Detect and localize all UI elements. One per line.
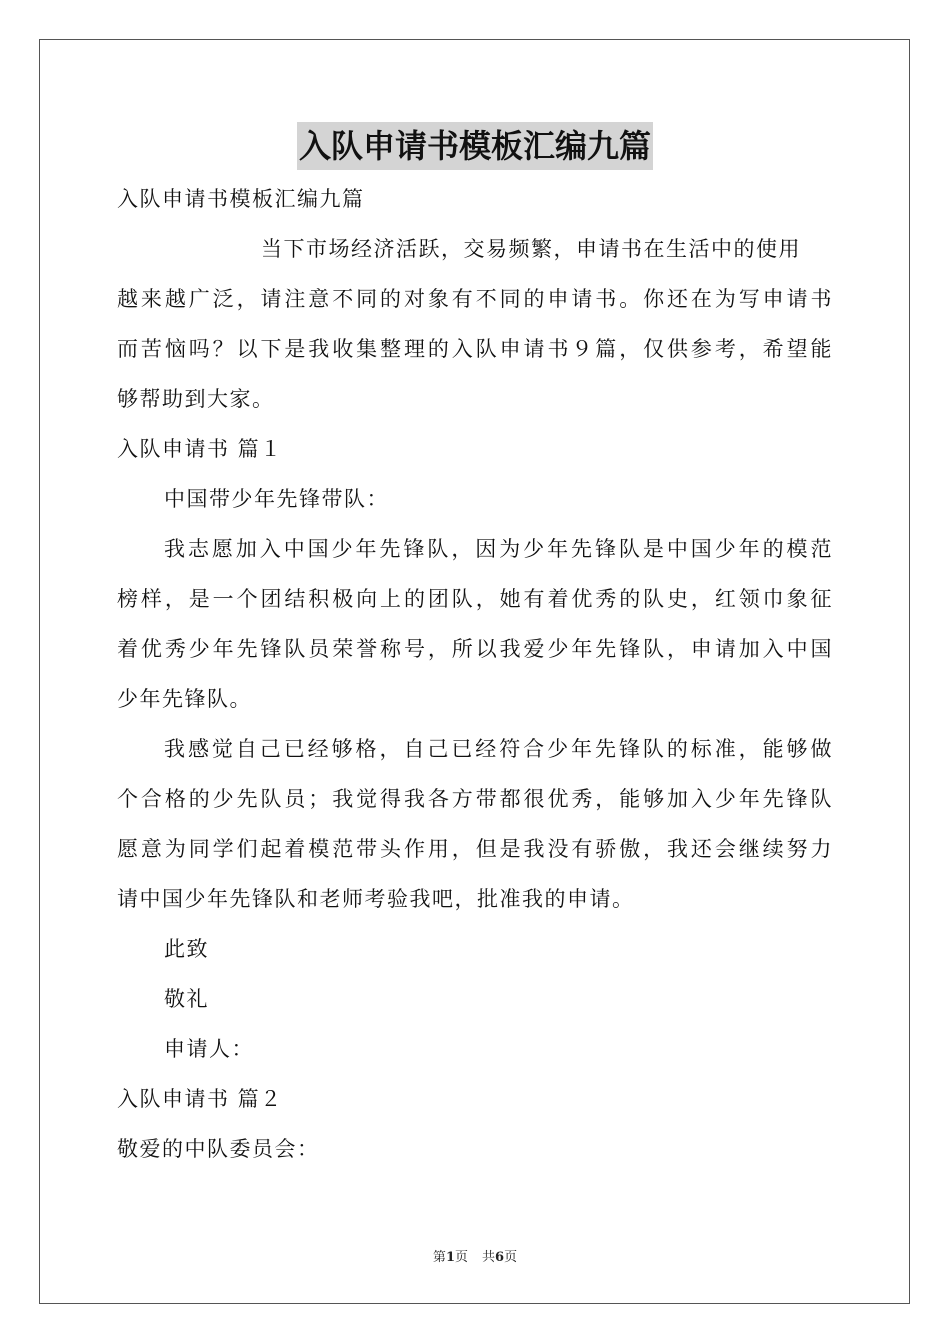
total-label-suffix: 页: [504, 1250, 518, 1265]
paragraph-line: 个合格的少先队员；我觉得我各方带都很优秀，能够加入少年先锋队: [117, 787, 833, 811]
document-subtitle: 入队申请书模板汇编九篇: [117, 187, 365, 211]
paragraph-line: 我感觉自己已经够格，自己已经符合少年先锋队的标准，能够做: [164, 737, 833, 761]
section-heading-2: 入队申请书 篇２: [117, 1087, 283, 1111]
paragraph-line: 愿意为同学们起着模范带头作用，但是我没有骄傲，我还会继续努力: [117, 837, 833, 861]
paragraph-line: 我志愿加入中国少年先锋队，因为少年先锋队是中国少年的模范: [164, 537, 833, 561]
intro-line: 够帮助到大家。: [117, 387, 275, 411]
page-total: 6: [495, 1250, 505, 1265]
page-label-prefix: 第: [432, 1250, 446, 1265]
closing-line: 敬礼: [164, 987, 209, 1011]
salutation-2: 敬爱的中队委员会：: [117, 1137, 320, 1161]
document-title: 入队申请书模板汇编九篇: [297, 122, 653, 170]
paragraph-line: 请中国少年先锋队和老师考验我吧，批准我的申请。: [117, 887, 635, 911]
section-heading-1: 入队申请书 篇１: [117, 437, 283, 461]
page-label-suffix: 页: [454, 1250, 468, 1265]
intro-line: 越来越广泛，请注意不同的对象有不同的申请书。你还在为写申请书: [117, 287, 833, 311]
total-label-prefix: 共: [482, 1250, 496, 1265]
closing-line: 此致: [164, 937, 209, 961]
intro-line: 当下市场经济活跃，交易频繁，申请书在生活中的使用: [261, 237, 801, 261]
paragraph-line: 着优秀少年先锋队员荣誉称号，所以我爱少年先锋队，申请加入中国: [117, 637, 833, 661]
page-current: 1: [445, 1250, 455, 1265]
page-footer: [0, 1246, 950, 1265]
intro-line: 而苦恼吗？以下是我收集整理的入队申请书９篇，仅供参考，希望能: [117, 337, 833, 361]
document-body: [117, 174, 833, 1174]
paragraph-line: 榜样，是一个团结积极向上的团队，她有着优秀的队史，红领巾象征: [117, 587, 833, 611]
salutation-1: 中国带少年先锋带队：: [164, 487, 389, 511]
title-container: [0, 122, 950, 170]
paragraph-line: 少年先锋队。: [117, 687, 252, 711]
signature-line: 申请人：: [164, 1037, 254, 1061]
